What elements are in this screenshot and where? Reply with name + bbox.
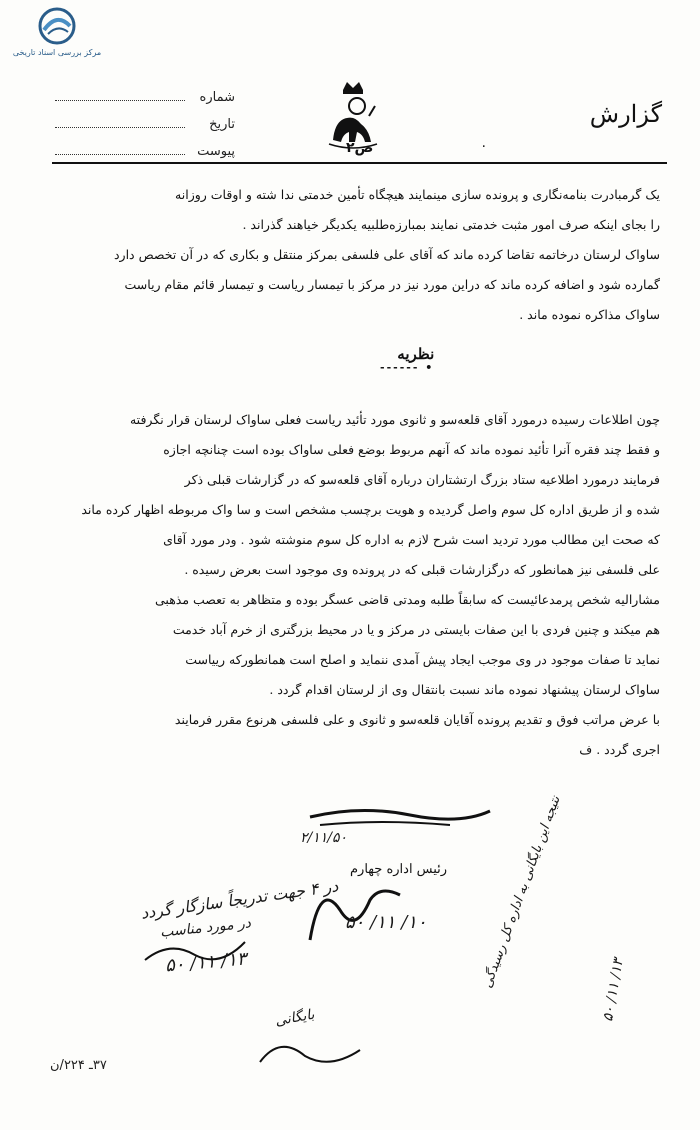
- text-line: را بجای اینکه صرف امور مثبت خدمتی نمایند بمبارزه‌طلبیه یکدیگر خیاهند گذراند .: [242, 217, 660, 232]
- handwritten-date-right: ۱۳/ ۱۱/ ۵۰: [600, 957, 627, 1023]
- text-line: ساواک مذاکره نموده ماند .: [519, 307, 660, 322]
- attachment-line: [55, 154, 185, 155]
- paragraph-opinion: [40, 405, 660, 765]
- document-title: گزارش: [589, 100, 662, 128]
- text-line: مشارالیه شخص پرمدعائیست که سابقاً طلبه ومدتی قاضی عسگر بوده و متظاهر به تعصب مذهبی: [155, 592, 660, 607]
- page-mark: ۰: [480, 138, 488, 154]
- number-label: شماره: [199, 90, 235, 105]
- paragraph-intro: [40, 180, 660, 330]
- text-line: ساواک لرستان درخاتمه تقاضا کرده ماند که آقای علی فلسفی بمرکز منتقل و بکاری که در آن تخصص دارد: [113, 247, 660, 262]
- reference-number: ۳۷ـ ۲۲۴/ن: [50, 1058, 107, 1073]
- attachment-label: پیوست: [197, 144, 235, 159]
- text-line: ساواک لرستان پیشنهاد نموده ماند نسبت بانتقال وی از لرستان اقدام گردد .: [269, 682, 660, 697]
- text-line: گمارده شود و اضافه کرده ماند که دراین مورد نیز در مرکز با تیمسار ریاست و تیمسار قائم مقام ریاست: [124, 277, 660, 292]
- text-line: هم میکند و چنین فردی با این صفات بایستی در مرکز و یا در محیط بزرگتری از خرم آباد خدمت: [172, 622, 660, 637]
- signature-date-2: ۱۰/ ۱۱/ ۵۰: [345, 912, 427, 933]
- handwritten-note-bottom: بایگانی: [273, 1006, 316, 1030]
- handwritten-note-right: نتیجه این بایگانی به اداره کل رسیدگی: [480, 794, 564, 991]
- section-heading-opinion: [380, 345, 434, 374]
- handwritten-note-left-1: در ۴ جهت تدریجاً سازگار گردد: [139, 876, 340, 923]
- archive-logo-text: مرکز بررسی اسناد تاریخی: [12, 48, 102, 57]
- number-line: [55, 100, 185, 101]
- signature-date-1: ۲/۱۱/۵۰: [300, 830, 348, 846]
- text-line: نماید تا صفات موجود در وی موجب ایجاد پیش آمدی ننماید و اصلح است همانطورکه رییاست: [185, 652, 660, 667]
- text-line: فرمایند درمورد اطلاعیه ستاد بزرگ ارتشتاران درباره آقای قلعه‌سو که در گزارشات قبلی ذکر: [184, 472, 660, 487]
- meta-date-row: [55, 105, 235, 132]
- text-line: علی فلسفی نیز همانطور که درگزارشات قبلی که در پرونده وی موجود است بعرض رسیده .: [184, 562, 660, 577]
- text-line: چون اطلاعات رسیده درمورد آقای قلعه‌سو و ثانوی مورد تأئید ریاست فعلی ساواک لرستان قرار نگرفته: [129, 412, 660, 427]
- archive-emblem-icon: [34, 6, 80, 46]
- text-line: یک گرمبادرت بنامه‌نگاری و پرونده سازی مینمایند هیچگاه تأمین خدمتی ندا شته و اوقات روزانه: [175, 187, 660, 202]
- text-line: اجری گردد . ف: [579, 742, 660, 757]
- handwritten-scribble-bottom-icon: [255, 1030, 365, 1070]
- text-line: با عرض مراتب فوق و تقدیم پرونده آقایان قلعه‌سو و ثانوی و علی فلسفی هرنوع مقرر فرمایند: [174, 712, 660, 727]
- date-line: [55, 127, 185, 128]
- archive-logo: [12, 6, 102, 66]
- text-line: شده و از طریق اداره کل سوم واصل گردیده و هویت برچسب مشخص است و سا واک مربوطه اظهار کرده ماند: [81, 502, 660, 517]
- text-line: و فقط چند فقره آنرا تأئید نموده ماند که آنهم مربوط بوضع فعلی ساواک بوده است چنانچه اجازه: [163, 442, 660, 457]
- handwritten-date-left: ۱۳/ ۱۱/ ۵۰: [164, 948, 248, 977]
- date-label: تاریخ: [209, 117, 235, 132]
- handwritten-note-left-2: در مورد مناسب: [159, 915, 252, 941]
- signature-title: رئیس اداره چهارم: [350, 862, 448, 877]
- meta-number-row: [55, 78, 235, 105]
- header-divider: [52, 162, 667, 164]
- handwritten-scribble-left-icon: [140, 930, 250, 970]
- header-meta: [55, 78, 235, 159]
- meta-attachment-row: [55, 132, 235, 159]
- section-heading-text: نظریه: [397, 345, 435, 363]
- heading-underline-dots: • ‑‑‑‑‑‑: [380, 361, 435, 374]
- text-line: که صحت این مطالب مورد تردید است شرح لازم به اداره کل سوم منوشته شود . ودر مورد آقای: [163, 532, 660, 547]
- page-number: ص۲: [346, 140, 374, 156]
